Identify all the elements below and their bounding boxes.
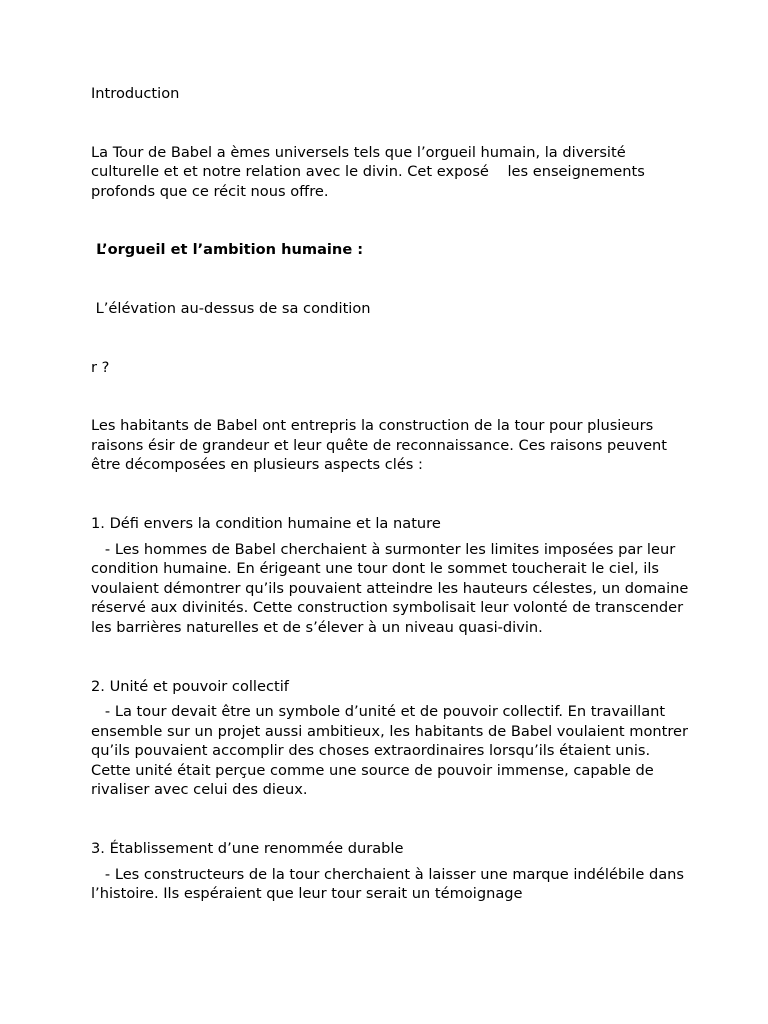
reasons-paragraph: Les habitants de Babel ont entrepris la construction de la tour pour plusieurs raisons ésir de grandeur et leur quête de reconnaissance. Ces raisons peuvent être décomposées en plusieurs aspects clés : xyxy=(91,417,672,474)
point-2-title: 2. Unité et pouvoir collectif xyxy=(91,677,289,695)
point-1-body: - Les hommes de Babel cherchaient à surmonter les limites imposées par leur condition humaine. En érigeant une tour dont le sommet toucherait le ciel, ils voulaient démontrer qu’ils pouvaient atteindre les hauteurs célestes, un domaine réservé aux divinités. Cette construction symbolisait leur volonté de transcender les barrières naturelles et de s’élever à un niveau quasi-divin. xyxy=(91,540,694,636)
intro-title: Introduction xyxy=(91,85,180,102)
point-3-title: 3. Établissement d’une renommée durable xyxy=(91,840,404,858)
point-1-title: 1. Défi envers la condition humaine et la nature xyxy=(91,514,441,532)
document-body xyxy=(91,84,694,904)
subsection-heading: L’élévation au-dessus de sa condition xyxy=(91,299,371,317)
intro-paragraph: La Tour de Babel a èmes universels tels que l’orgueil humain, la diversité culturelle et et notre relation avec le divin. Cet exposé les enseignements profonds que ce récit nous offre. xyxy=(91,143,650,200)
point-2-body: - La tour devait être un symbole d’unité et de pouvoir collectif. En travaillant ensemble sur un projet aussi ambitieux, les habitants de Babel voulaient montrer qu’ils pouvaient accomplir des choses extraordinaires lorsqu’ils étaient unis. Cette unité était perçue comme une source de pouvoir immense, capable de rivaliser avec celui des dieux. xyxy=(91,703,693,799)
point-3-body: - Les constructeurs de la tour cherchaient à laisser une marque indélébile dans l’histoire. Ils espéraient que leur tour serait un témoignage xyxy=(91,865,689,903)
section-heading: L’orgueil et l’ambition humaine : xyxy=(91,241,364,259)
question-fragment: r ? xyxy=(91,358,110,376)
